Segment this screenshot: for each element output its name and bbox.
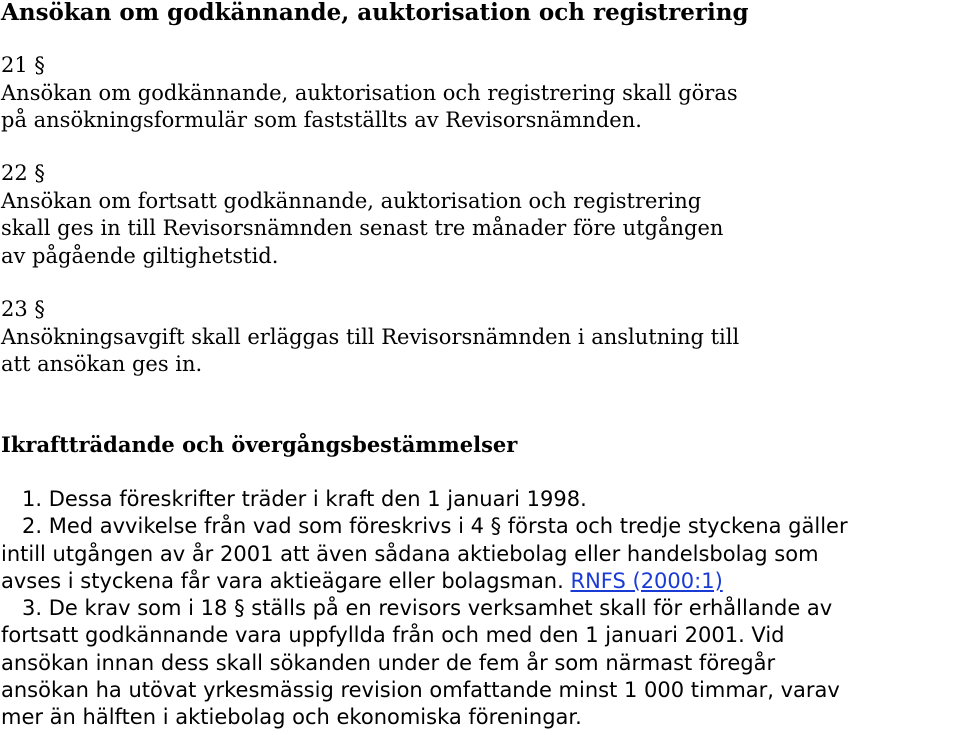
transitional-heading: Ikraftträdande och övergångsbestämmelser [1, 432, 518, 457]
transitional-item-1: 1. Dessa föreskrifter träder i kraft den 1 januari 1998. [22, 487, 587, 511]
section-number: 21 § [1, 53, 45, 77]
transitional-item-3-line: ansökan ha utövat yrkesmässig revision omfattande minst 1 000 timmar, varav [1, 678, 840, 703]
rnfs-link[interactable]: RNFS (2000:1) [570, 568, 723, 593]
transitional-item-3-line: fortsatt godkännande vara uppfyllda från och med den 1 januari 2001. Vid [1, 623, 785, 648]
section-text-line: skall ges in till Revisorsnämnden senast tre månader före utgången [1, 216, 724, 240]
section-text-line: av pågående giltighetstid. [1, 243, 279, 268]
section-23 [1, 296, 956, 379]
section-number: 23 § [1, 297, 45, 321]
transitional-item-3-line: ansökan innan dess skall sökanden under de fem år som närmast föregår [1, 650, 776, 675]
transitional-item-3-line: 3. De krav som i 18 § ställs på en revisors verksamhet skall för erhållande av [22, 596, 833, 621]
section-21 [1, 52, 956, 135]
section-text-line: på ansökningsformulär som fastställts av Revisorsnämnden. [1, 108, 642, 132]
section-number: 22 § [1, 161, 45, 185]
transitional-item-3-line: mer än hälften i aktiebolag och ekonomiska föreningar. [1, 705, 582, 730]
transitional-item-2-line: intill utgången av år 2001 att även sådana aktiebolag eller handelsbolag som [1, 541, 819, 566]
transitional-item-2-text: avses i styckena får vara aktieägare eller bolagsman. [1, 568, 564, 593]
section-text-line: Ansökan om fortsatt godkännande, auktorisation och registrering [1, 188, 702, 213]
section-text-line: att ansökan ges in. [1, 352, 203, 376]
page-title: Ansökan om godkännande, auktorisation och registrering [1, 0, 749, 26]
transitional-list [1, 486, 959, 732]
transitional-item-2-last-line [1, 568, 959, 595]
section-text-line: Ansökningsavgift skall erläggas till Revisorsnämnden i anslutning till [1, 324, 740, 349]
transitional-item-2-line: 2. Med avvikelse från vad som föreskrivs i 4 § första och tredje styckena gäller [22, 514, 848, 539]
section-22 [1, 160, 956, 270]
section-text-line: Ansökan om godkännande, auktorisation och registrering skall göras [1, 80, 738, 105]
